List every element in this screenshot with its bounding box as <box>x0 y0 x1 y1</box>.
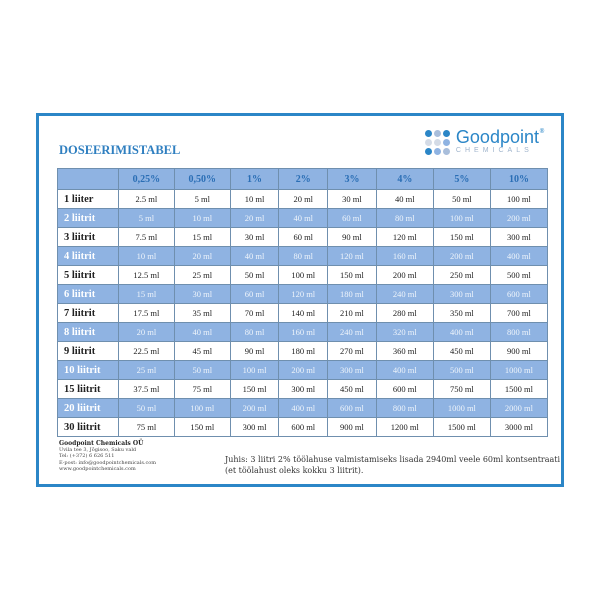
logo-dot <box>434 130 441 137</box>
logo-dots-icon <box>425 130 450 155</box>
table-cell: 150 ml <box>328 266 377 285</box>
table-cell: 200 ml <box>279 361 328 380</box>
table-row <box>58 285 548 304</box>
table-cell: 350 ml <box>433 304 490 323</box>
table-cell: 120 ml <box>279 285 328 304</box>
table-cell: 200 ml <box>376 266 433 285</box>
table-cell: 300 ml <box>279 380 328 399</box>
table-cell: 160 ml <box>376 247 433 266</box>
table-row <box>58 342 548 361</box>
table-cell: 15 ml <box>174 228 230 247</box>
table-cell: 150 ml <box>174 418 230 437</box>
row-label: 1 liiter <box>58 190 119 209</box>
table-cell: 400 ml <box>376 361 433 380</box>
table-row <box>58 380 548 399</box>
table-cell: 240 ml <box>376 285 433 304</box>
table-cell: 40 ml <box>230 247 279 266</box>
table-cell: 150 ml <box>230 380 279 399</box>
row-label: 8 liitrit <box>58 323 119 342</box>
table-cell: 1500 ml <box>433 418 490 437</box>
row-label: 9 liitrit <box>58 342 119 361</box>
table-cell: 180 ml <box>328 285 377 304</box>
table-cell: 22.5 ml <box>119 342 175 361</box>
table-cell: 250 ml <box>433 266 490 285</box>
table-cell: 100 ml <box>230 361 279 380</box>
table-cell: 100 ml <box>490 190 547 209</box>
table-cell: 270 ml <box>328 342 377 361</box>
note-line-2: (et töölahust oleks kokku 3 liitrit). <box>225 465 364 475</box>
company-web: www.goodpointchemicals.com <box>59 465 136 472</box>
table-cell: 280 ml <box>376 304 433 323</box>
table-cell: 300 ml <box>433 285 490 304</box>
table-cell: 160 ml <box>279 323 328 342</box>
logo-dot <box>434 139 441 146</box>
table-cell: 300 ml <box>328 361 377 380</box>
goodpoint-logo <box>425 128 545 156</box>
table-cell: 600 ml <box>279 418 328 437</box>
company-info <box>59 441 156 472</box>
logo-name: Goodpoint <box>455 127 539 147</box>
logo-dot <box>434 148 441 155</box>
table-cell: 300 ml <box>230 418 279 437</box>
table-cell: 25 ml <box>174 266 230 285</box>
table-cell: 7.5 ml <box>119 228 175 247</box>
table-row <box>58 247 548 266</box>
table-cell: 3000 ml <box>490 418 547 437</box>
table-cell: 1000 ml <box>490 361 547 380</box>
table-cell: 20 ml <box>279 190 328 209</box>
table-cell: 17.5 ml <box>119 304 175 323</box>
column-header: 2% <box>279 169 328 190</box>
row-label: 2 liitrit <box>58 209 119 228</box>
logo-dot <box>425 130 432 137</box>
table-cell: 12.5 ml <box>119 266 175 285</box>
table-cell: 80 ml <box>230 323 279 342</box>
row-label: 4 liitrit <box>58 247 119 266</box>
table-cell: 100 ml <box>433 209 490 228</box>
column-header: 0,50% <box>174 169 230 190</box>
table-cell: 500 ml <box>433 361 490 380</box>
logo-dot <box>425 139 432 146</box>
table-cell: 5 ml <box>119 209 175 228</box>
table-header <box>58 169 548 190</box>
table-cell: 40 ml <box>279 209 328 228</box>
column-header: 10% <box>490 169 547 190</box>
table-cell: 320 ml <box>376 323 433 342</box>
table-cell: 700 ml <box>490 304 547 323</box>
row-label: 5 liitrit <box>58 266 119 285</box>
table-cell: 150 ml <box>433 228 490 247</box>
instruction-note <box>225 455 560 476</box>
row-label: 30 liitrit <box>58 418 119 437</box>
table-cell: 450 ml <box>328 380 377 399</box>
column-header: 3% <box>328 169 377 190</box>
logo-dot <box>443 139 450 146</box>
table-cell: 80 ml <box>376 209 433 228</box>
table-cell: 1200 ml <box>376 418 433 437</box>
table-cell: 45 ml <box>174 342 230 361</box>
table-cell: 1000 ml <box>433 399 490 418</box>
table-cell: 30 ml <box>174 285 230 304</box>
table-cell: 10 ml <box>119 247 175 266</box>
table-row <box>58 361 548 380</box>
table-cell: 300 ml <box>490 228 547 247</box>
table-cell: 360 ml <box>376 342 433 361</box>
registered-mark: ® <box>539 128 545 135</box>
table-cell: 600 ml <box>376 380 433 399</box>
row-label: 3 liitrit <box>58 228 119 247</box>
table-cell: 240 ml <box>328 323 377 342</box>
company-tel: Tel: (+372) 6 626 511 <box>59 453 115 460</box>
table-cell: 10 ml <box>230 190 279 209</box>
table-cell: 50 ml <box>433 190 490 209</box>
table-cell: 75 ml <box>174 380 230 399</box>
dosage-card <box>36 113 564 487</box>
table-cell: 2.5 ml <box>119 190 175 209</box>
table-cell: 60 ml <box>328 209 377 228</box>
table-cell: 210 ml <box>328 304 377 323</box>
table-cell: 800 ml <box>376 399 433 418</box>
table-cell: 70 ml <box>230 304 279 323</box>
table-row <box>58 304 548 323</box>
page-title: DOSEERIMISTABEL <box>59 143 181 157</box>
table-cell: 50 ml <box>230 266 279 285</box>
table-cell: 90 ml <box>230 342 279 361</box>
table-cell: 800 ml <box>490 323 547 342</box>
table-cell: 60 ml <box>279 228 328 247</box>
table-cell: 750 ml <box>433 380 490 399</box>
table-cell: 50 ml <box>174 361 230 380</box>
note-line-1: Juhis: 3 liitri 2% töölahuse valmistamiseks lisada 2940ml veele 60ml kontsentraati <box>225 455 561 464</box>
column-header: 1% <box>230 169 279 190</box>
row-label: 20 liitrit <box>58 399 119 418</box>
company-address: Uvila tee 3, Jõgisoo, Saku vald <box>59 447 137 454</box>
column-header: 5% <box>433 169 490 190</box>
table-row <box>58 323 548 342</box>
table-cell: 90 ml <box>328 228 377 247</box>
table-cell: 60 ml <box>230 285 279 304</box>
table-cell: 140 ml <box>279 304 328 323</box>
table-row <box>58 228 548 247</box>
table-cell: 600 ml <box>490 285 547 304</box>
table-row <box>58 399 548 418</box>
table-cell: 1500 ml <box>490 380 547 399</box>
table-cell: 2000 ml <box>490 399 547 418</box>
row-label: 10 liitrit <box>58 361 119 380</box>
table-cell: 450 ml <box>433 342 490 361</box>
table-cell: 500 ml <box>490 266 547 285</box>
table-cell: 75 ml <box>119 418 175 437</box>
table-cell: 20 ml <box>119 323 175 342</box>
table-cell: 20 ml <box>230 209 279 228</box>
table-cell: 120 ml <box>328 247 377 266</box>
company-email: E-post: info@goodpointchemicals.com <box>59 459 157 466</box>
table-row <box>58 209 548 228</box>
row-label: 15 liitrit <box>58 380 119 399</box>
logo-dot <box>425 148 432 155</box>
table-cell: 35 ml <box>174 304 230 323</box>
table-cell: 10 ml <box>174 209 230 228</box>
table-cell: 20 ml <box>174 247 230 266</box>
table-cell: 200 ml <box>433 247 490 266</box>
table-cell: 400 ml <box>490 247 547 266</box>
table-cell: 400 ml <box>279 399 328 418</box>
table-cell: 50 ml <box>119 399 175 418</box>
table-cell: 120 ml <box>376 228 433 247</box>
table-cell: 40 ml <box>376 190 433 209</box>
table-cell: 80 ml <box>279 247 328 266</box>
logo-sub: CHEMICALS <box>455 147 533 154</box>
table-row <box>58 190 548 209</box>
column-header: 4% <box>376 169 433 190</box>
dosage-table <box>57 168 548 437</box>
table-cell: 100 ml <box>279 266 328 285</box>
table-cell: 5 ml <box>174 190 230 209</box>
table-cell: 180 ml <box>279 342 328 361</box>
table-cell: 900 ml <box>490 342 547 361</box>
table-cell: 30 ml <box>230 228 279 247</box>
column-header: 0,25% <box>119 169 175 190</box>
column-header <box>58 169 119 190</box>
company-name: Goodpoint Chemicals OÜ <box>59 440 144 447</box>
row-label: 6 liitrit <box>58 285 119 304</box>
table-cell: 100 ml <box>174 399 230 418</box>
table-row <box>58 418 548 437</box>
table-cell: 25 ml <box>119 361 175 380</box>
table-cell: 200 ml <box>490 209 547 228</box>
logo-dot <box>443 148 450 155</box>
table-cell: 900 ml <box>328 418 377 437</box>
table-cell: 600 ml <box>328 399 377 418</box>
table-cell: 400 ml <box>433 323 490 342</box>
table-row <box>58 266 548 285</box>
table-cell: 40 ml <box>174 323 230 342</box>
table-cell: 200 ml <box>230 399 279 418</box>
logo-dot <box>443 130 450 137</box>
table-cell: 37.5 ml <box>119 380 175 399</box>
row-label: 7 liitrit <box>58 304 119 323</box>
table-cell: 15 ml <box>119 285 175 304</box>
table-cell: 30 ml <box>328 190 377 209</box>
